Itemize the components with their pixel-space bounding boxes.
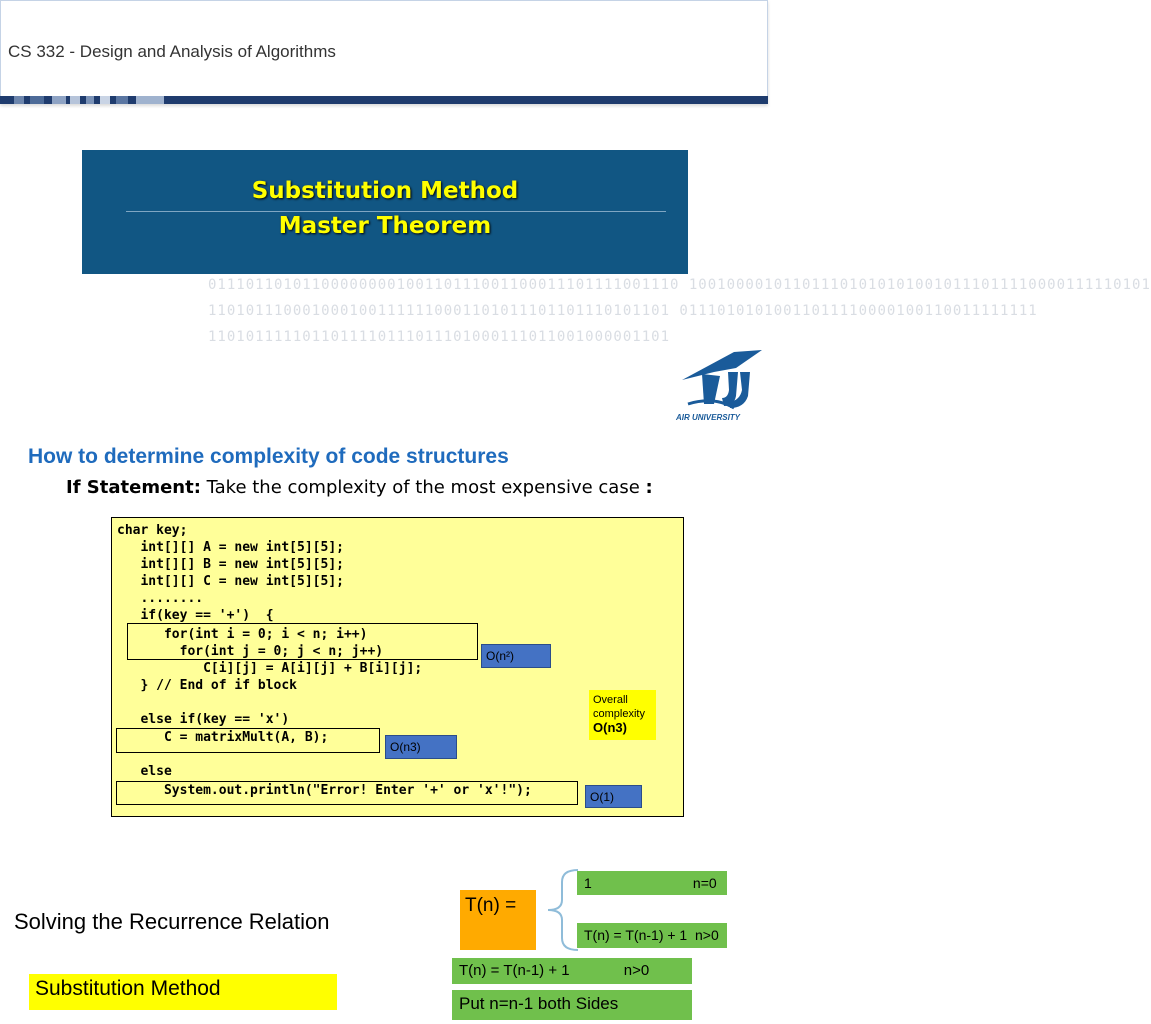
strip-block	[116, 96, 128, 104]
recurrence-case-base: 1 n=0	[577, 871, 727, 895]
if-colon: :	[645, 477, 653, 498]
complexity-tag-mult: O(n3)	[385, 735, 457, 759]
course-title: CS 332 - Design and Analysis of Algorithms	[8, 42, 336, 61]
banner-title-line2: Master Theorem	[278, 213, 492, 239]
if-statement-line	[66, 477, 653, 498]
strip-block	[14, 96, 24, 104]
highlight-mult-case	[116, 728, 380, 753]
binary-decoration: 01110110101100000000100110111001100011101111001110 1001000010110111010101010010111011110000111110101 1101011100010001001111110001101011101101110101101 01110101010011011110000100110011111111 1101011111011011110111011101000111011001000001101	[208, 277, 1151, 345]
recurrence-case-step: T(n) = T(n-1) + 1 n>0	[577, 923, 727, 948]
strip-block	[136, 96, 164, 104]
code-line: ........	[117, 591, 204, 606]
code-line: else if(key == 'x')	[117, 712, 290, 727]
code-line: C[i][j] = A[i][j] + B[i][j];	[117, 661, 423, 676]
section-heading: How to determine complexity of code structures	[28, 445, 509, 468]
strip-block	[70, 96, 80, 104]
strip-block	[30, 96, 44, 104]
brace-icon	[538, 866, 582, 954]
complexity-tag-else: O(1)	[585, 785, 642, 808]
code-line: C = matrixMult(A, B);	[117, 730, 329, 745]
overall-value: O(n3)	[593, 720, 627, 735]
code-line: for(int j = 0; j < n; j++)	[117, 644, 384, 659]
code-line: else	[117, 764, 172, 779]
strip-block	[86, 96, 94, 104]
strip-block	[100, 96, 110, 104]
code-line: System.out.println("Error! Enter '+' or 'x'!");	[117, 783, 532, 798]
recurrence-line: T(n) = T(n-1) + 1 n>0	[452, 958, 692, 984]
recurrence-heading: Solving the Recurrence Relation	[14, 909, 330, 934]
code-line: int[][] B = new int[5][5];	[117, 557, 344, 572]
logo-text: AIR UNIVERSITY	[676, 413, 741, 422]
code-line: int[][] A = new int[5][5];	[117, 540, 344, 555]
banner-divider	[126, 211, 666, 212]
tn-box: T(n) =	[460, 890, 536, 950]
code-line: if(key == '+') {	[117, 608, 274, 623]
title-banner	[82, 150, 688, 274]
if-text: Take the complexity of the most expensive case	[200, 477, 646, 498]
substitution-step: Put n=n-1 both Sides	[452, 990, 692, 1020]
overall-label: Overall complexity	[593, 694, 645, 720]
substitution-method-label: Substitution Method	[29, 974, 337, 1010]
complexity-tag-plus: O(n²)	[481, 644, 551, 668]
if-label: If Statement:	[66, 477, 201, 498]
code-line: char key;	[117, 523, 188, 538]
banner-title-line1: Substitution Method	[251, 178, 519, 204]
strip-block	[52, 96, 66, 104]
code-line: for(int i = 0; i < n; i++)	[117, 627, 368, 642]
highlight-plus-case	[127, 623, 478, 660]
code-line: } // End of if block	[117, 678, 298, 693]
code-line: int[][] C = new int[5][5];	[117, 574, 344, 589]
highlight-else-case	[116, 781, 578, 805]
overall-complexity-note	[589, 690, 656, 740]
